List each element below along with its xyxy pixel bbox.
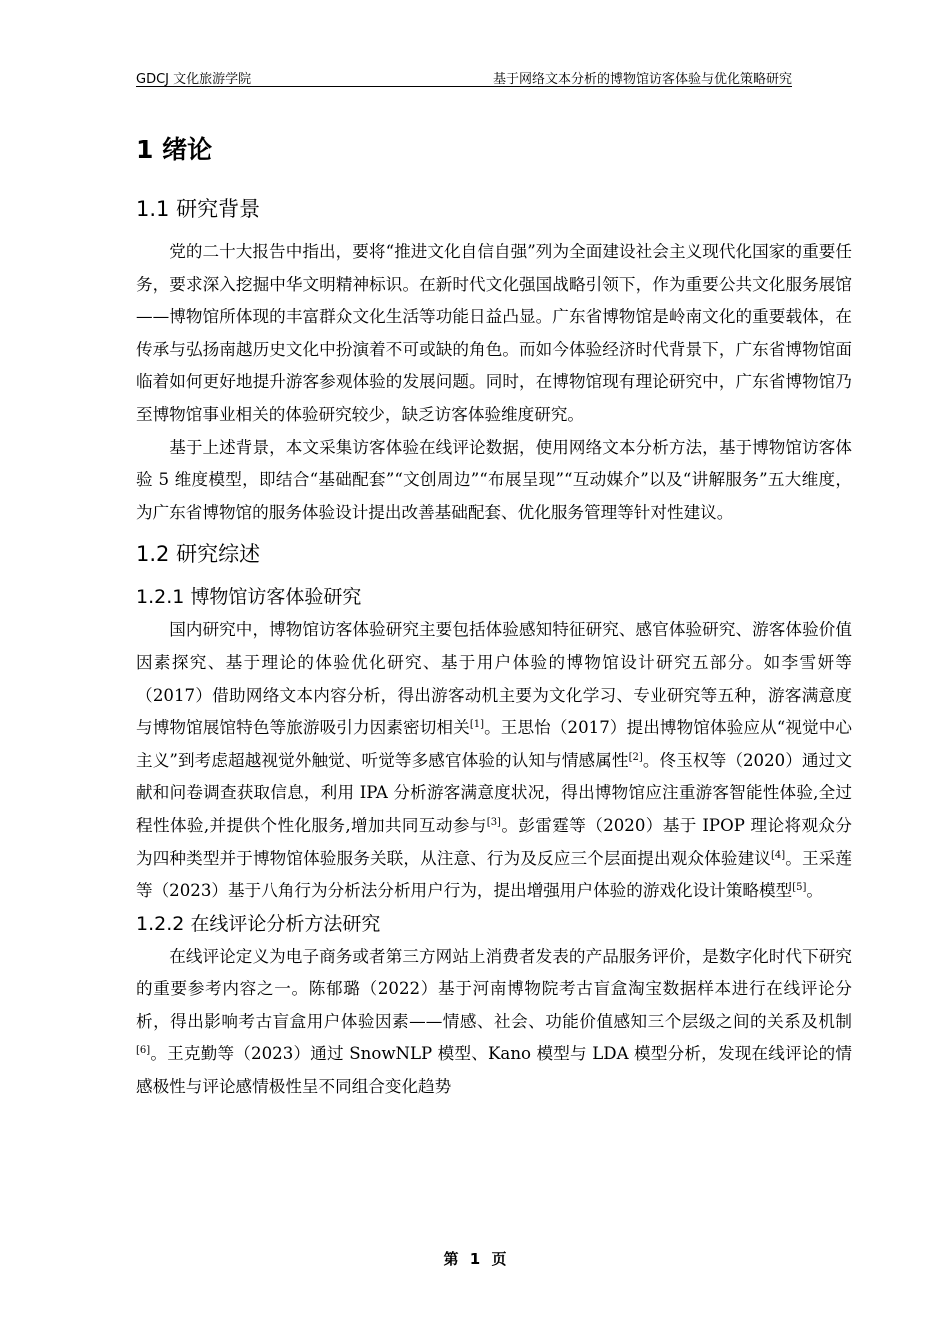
paragraph-background-1: 党的二十大报告中指出，要将“推进文化自信自强”列为全面建设社会主义现代化国家的重要任务，要求深入挖掘中华文明精神标识。在新时代文化强国战略引领下，作为重要公共文化服务展馆——博物馆所体现的丰富群众文化生活等功能日益凸显。广东省博物馆是岭南文化的重要载体，在传承与弘扬南越历史文化中扮演着不可或缺的角色。而如今体验经济时代背景下，广东省博物馆面临着如何更好地提升游客参观体验的发展问题。同时，在博物馆现有理论研究中，广东省博物馆乃至博物馆事业相关的体验研究较少，缺乏访客体验维度研究。 [136,242,852,424]
subsection-title-visitor-experience: 1.2.1 博物馆访客体验研究 [136,586,362,609]
page-content [136,130,852,1104]
page-header [136,66,792,87]
citation-4: [4] [771,849,786,861]
page-label-prefix: 第 [443,1250,459,1268]
page-number-footer [0,1248,950,1269]
text-segment: 。王采莲等（2023）基于八角行为分析法分析用户行为，提出增强用户体验的游戏化设计策略模型 [136,848,853,901]
header-institution: GDCJ 文化旅游学院 [136,72,252,87]
paragraph-visitor-experience [136,614,852,907]
text-segment: 。王克勤等（2023）通过 SnowNLP 模型、Kano 模型与 LDA 模型分析，发现在线评论的情感极性与评论感情极性呈不同组合变化趋势 [136,1044,852,1097]
page-number: 1 [469,1250,481,1268]
section-title-research-background: 1.1 研究背景 [136,197,261,221]
text-segment: 。 [806,881,823,901]
text-segment: 。彭雷霆等（2020）基于 IPOP 理论将观众分为四种类型并于博物馆体验服务关联，从注意、行为及反应三个层面提出观众体验建议 [136,815,852,868]
citation-1: [1] [469,719,484,731]
text-segment: 在线评论定义为电子商务或者第三方网站上消费者发表的产品服务评价，是数字化时代下研究的重要参考内容之一。陈郁璐（2022）基于河南博物院考古盲盒淘宝数据样本进行在线评论分析，得出影响考古盲盒用户体验因素——情感、社会、功能价值感知三个层级之间的关系及机制 [136,946,852,1031]
paragraph-online-review-methods [136,941,852,1104]
text-segment: 。佟玉权等（2020）通过文献和问卷调查获取信息，利用 IPA 分析游客满意度状况，得出博物馆应注重游客智能性体验,全过程性体验,并提供个性化服务,增加共同互动参与 [136,750,852,835]
citation-2: [2] [628,751,643,763]
text-segment: 国内研究中，博物馆访客体验研究主要包括体验感知特征研究、感官体验研究、游客体验价值因素探究、基于理论的体验优化研究、基于用户体验的博物馆设计研究五部分。如李雪妍等（2017）借助网络文本内容分析，得出游客动机主要为文化学习、专业研究等五种，游客满意度与博物馆展馆特色等旅游吸引力因素密切相关 [136,620,852,738]
citation-3: [3] [486,816,501,828]
section-title-literature-review: 1.2 研究综述 [136,542,261,567]
page-label-suffix: 页 [491,1250,507,1268]
paragraph-background-2: 基于上述背景，本文采集访客体验在线评论数据，使用网络文本分析方法，基于博物馆访客体验 5 维度模型，即结合“基础配套”“文创周边”“布展呈现”“互动媒介”以及“讲解服务”五大维度，为广东省博物馆的服务体验设计提出改善基础配套、优化服务管理等针对性建议。 [136,437,852,522]
chapter-title: 1 绪论 [136,135,213,164]
text-segment: 。王思怡（2017）提出博物馆体验应从“视觉中心主义”到考虑超越视觉外触觉、听觉等多感官体验的认知与情感属性 [136,718,853,770]
header-paper-title: 基于网络文本分析的博物馆访客体验与优化策略研究 [492,72,792,87]
citation-5: [5] [792,882,807,894]
subsection-title-online-review-methods: 1.2.2 在线评论分析方法研究 [136,912,381,935]
citation-6: [6] [136,1045,151,1057]
